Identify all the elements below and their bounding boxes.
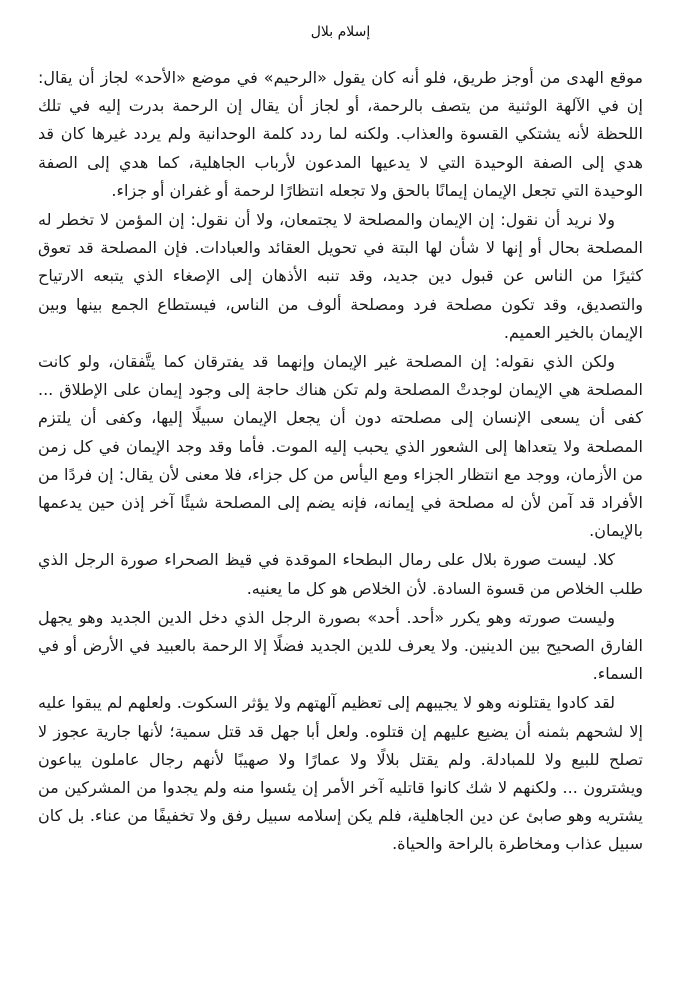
body-text [38,64,643,859]
paragraph: كلا. ليست صورة بلال على رمال البطحاء الموقدة في قيظ الصحراء صورة الرجل الذي طلب الخلاص من قسوة السادة. لأن الخلاص هو كل ما يعنيه. [38,550,643,598]
paragraph: ولا نريد أن نقول: إن الإيمان والمصلحة لا يجتمعان، ولا أن نقول: إن المؤمن لا تخطر له المصلحة بحال أو إنها لا شأن لها البتة في تحويل العقائد والعبادات. فإن المصلحة قد تعوق كثيرًا من الناس عن قبول دين جديد، وقد تنبه الأذهان إلى الإصغاء الذي يتبعه الارتياح والتصديق، وقد تكون مصلحة فرد ومصلحة ألوف من الناس، فيستطاع الجمع بينها وبين الإيمان بالخير العميم. [38,210,643,342]
paragraph: لقد كادوا يقتلونه وهو لا يجيبهم إلى تعظيم آلهتهم ولا يؤثر السكوت. ولعلهم لم يبقوا عليه إلا لشحهم بثمنه أن يضيع عليهم إن قتلوه. ولعل أبا جهل قد قتل سمية؛ لأنها جارية عجوز لا تصلح للبيع ولا للمبادلة. ولم يقتل بلالًا ولا عمارًا ولا صهيبًا لأنهم رجال عاملون يباعون ويشترون ... ولكنهم لا شك كانوا قاتليه آخر الأمر إن يئسوا منه ولم يجدوا من المشركين من يشتريه وهو صابئ عن دين الجاهلية، فلم يكن إسلامه سبيل رفق ولا تخفيفًا من عناء. بل كان سبيل عذاب ومخاطرة بالراحة والحياة. [38,693,643,854]
paragraph: وليست صورته وهو يكرر «أحد. أحد» بصورة الرجل الذي دخل الدين الجديد وهو يجهل الفارق الصحيح بين الدينين. ولا يعرف للدين الجديد فضلًا إلا الرحمة بالعبيد في الأرض أو في السماء. [38,607,643,684]
paragraph: موقع الهدى من أوجز طريق، فلو أنه كان يقول «الرحيم» في موضع «الأحد» لجاز أن يقال: إن في الآلهة الوثنية من يتصف بالرحمة، أو لجاز أن يقال إن الرحمة بدرت إليه في تلك اللحظة لأنه يشتكي القسوة والعذاب. ولكنه لما ردد كلمة الوحدانية ولم يردد غيرها كان قد هدي إلى الصفة الوحيدة التي لا يدعيها المدعون لأرباب الجاهلية، كما هدي إلى الصفة الوحيدة التي تجعل الإيمان إيمانًا بالحق ولا تجعله انتظارًا لرحمة أو غفران أو جزاء. [38,68,643,200]
paragraph: ولكن الذي نقوله: إن المصلحة غير الإيمان وإنهما قد يفترقان كما يتَّفقان، ولو كانت المصلحة هي الإيمان لوجدتْ المصلحة ولم تكن هناك حاجة إلى وجود إيمان على الإطلاق ... كفى أن يسعى الإنسان إلى مصلحته دون أن يجعل الإيمان سبيلًا إليها، وكفى أن يلتزم المصلحة ولا يتعداها إلى الشعور الذي يحبب إليه الموت. فأما وقد وجد الإيمان في كل زمن من الأزمان، ووجد مع انتظار الجزاء ومع اليأس من كل جزاء، فلا معنى لأن يقال: إن فردًا من الأفراد قد آمن لأن له مصلحة في إيمانه، فإنه يضم إلى المصلحة شيئًا آخر إذن حين يدعمها بالإيمان. [38,352,643,541]
running-header: إسلام بلال [310,24,371,40]
